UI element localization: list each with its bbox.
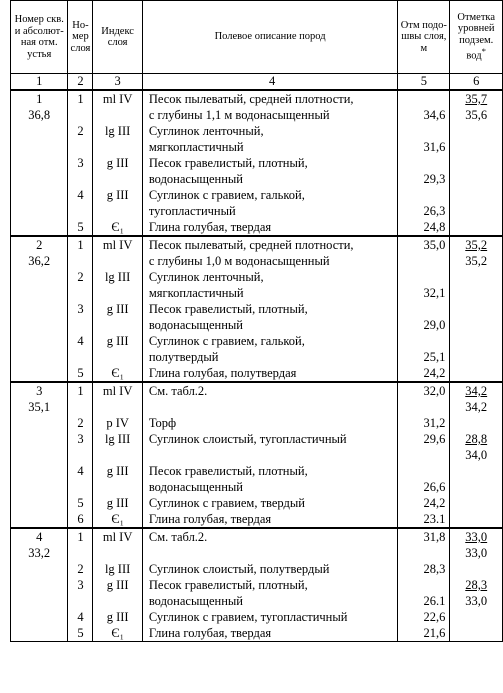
layer-number-cell — [68, 171, 93, 187]
description-cell: Песок пылеватый, средней плотности, — [142, 236, 397, 253]
well-cell — [11, 479, 68, 495]
groundwater-cell — [450, 203, 503, 219]
layer-number-cell: 2 — [68, 269, 93, 285]
layer-index-cell: g III — [93, 463, 142, 479]
groundwater-cell: 34,2 — [450, 382, 503, 399]
layer-number-cell: 3 — [68, 431, 93, 447]
groundwater-cell: 34,2 — [450, 399, 503, 415]
layer-index-cell — [93, 399, 142, 415]
groundwater-cell — [450, 333, 503, 349]
description-cell — [142, 447, 397, 463]
description-cell: Суглинок с гравием, твердый — [142, 495, 397, 511]
bottom-elevation-cell — [398, 301, 450, 317]
table-row — [11, 431, 503, 447]
header-groundwater-text: Отметка уровней подзем. вод — [457, 11, 496, 62]
layer-number-cell: 3 — [68, 301, 93, 317]
layer-number-cell — [68, 253, 93, 269]
bottom-elevation-cell: 26,3 — [398, 203, 450, 219]
column-number-row — [11, 74, 503, 91]
bottom-elevation-cell — [398, 269, 450, 285]
bottom-elevation-cell: 24,2 — [398, 495, 450, 511]
table-row — [11, 479, 503, 495]
bottom-elevation-cell: 29,6 — [398, 431, 450, 447]
well-cell — [11, 463, 68, 479]
header-description: Полевое описание пород — [142, 1, 397, 74]
description-cell: с глубины 1,0 м водонасыщенный — [142, 253, 397, 269]
table-row — [11, 155, 503, 171]
bottom-elevation-cell — [398, 187, 450, 203]
bottom-elevation-cell: 24,2 — [398, 365, 450, 382]
table-row — [11, 561, 503, 577]
layer-index-cell: lg III — [93, 123, 142, 139]
layer-number-cell: 1 — [68, 528, 93, 545]
groundwater-cell: 35,6 — [450, 107, 503, 123]
description-cell: Суглинок ленточный, — [142, 123, 397, 139]
well-cell — [11, 285, 68, 301]
layer-number-cell: 2 — [68, 561, 93, 577]
layer-number-cell: 3 — [68, 155, 93, 171]
bottom-elevation-cell: 29,0 — [398, 317, 450, 333]
layer-number-cell — [68, 285, 93, 301]
table-row — [11, 382, 503, 399]
layer-number-cell: 3 — [68, 577, 93, 593]
well-cell: 36,2 — [11, 253, 68, 269]
bottom-elevation-cell: 31,2 — [398, 415, 450, 431]
bottom-elevation-cell: 24,8 — [398, 219, 450, 236]
description-cell: полутвердый — [142, 349, 397, 365]
well-cell — [11, 365, 68, 382]
table-row — [11, 528, 503, 545]
groundwater-cell — [450, 171, 503, 187]
groundwater-cell: 28,8 — [450, 431, 503, 447]
borehole-table — [10, 0, 503, 642]
header-groundwater-mark: * — [481, 46, 486, 57]
layer-index-cell — [93, 253, 142, 269]
well-cell: 3 — [11, 382, 68, 399]
well-cell — [11, 593, 68, 609]
groundwater-cell — [450, 625, 503, 642]
table-row — [11, 495, 503, 511]
well-cell: 2 — [11, 236, 68, 253]
groundwater-cell — [450, 609, 503, 625]
header-layer-number: Но-мер слоя — [68, 1, 93, 74]
well-cell — [11, 415, 68, 431]
table-row — [11, 107, 503, 123]
table-row — [11, 415, 503, 431]
table-row — [11, 365, 503, 382]
groundwater-cell — [450, 269, 503, 285]
layer-number-cell — [68, 593, 93, 609]
description-cell: Суглинок ленточный, — [142, 269, 397, 285]
table-row — [11, 577, 503, 593]
well-cell: 36,8 — [11, 107, 68, 123]
groundwater-cell: 34,0 — [450, 447, 503, 463]
layer-number-cell — [68, 139, 93, 155]
well-cell: 35,1 — [11, 399, 68, 415]
well-cell — [11, 561, 68, 577]
groundwater-cell — [450, 511, 503, 528]
groundwater-cell — [450, 301, 503, 317]
groundwater-cell: 33,0 — [450, 545, 503, 561]
bottom-elevation-cell: 31,8 — [398, 528, 450, 545]
column-number: 3 — [93, 74, 142, 91]
layer-index-cell — [93, 349, 142, 365]
layer-index-cell: Є₁ — [93, 365, 142, 382]
layer-number-cell: 1 — [68, 382, 93, 399]
groundwater-cell — [450, 123, 503, 139]
layer-index-cell: p IV — [93, 415, 142, 431]
groundwater-cell: 28,3 — [450, 577, 503, 593]
well-cell — [11, 171, 68, 187]
layer-index-cell: Є₁ — [93, 219, 142, 236]
bottom-elevation-cell — [398, 333, 450, 349]
layer-number-cell: 2 — [68, 123, 93, 139]
well-cell — [11, 123, 68, 139]
column-number: 5 — [398, 74, 450, 91]
description-cell: Суглинок с гравием, тугопластичный — [142, 609, 397, 625]
description-cell: См. табл.2. — [142, 528, 397, 545]
layer-index-cell — [93, 171, 142, 187]
layer-index-cell — [93, 545, 142, 561]
well-cell — [11, 301, 68, 317]
table-row — [11, 171, 503, 187]
layer-index-cell: lg III — [93, 431, 142, 447]
description-cell: Песок пылеватый, средней плотности, — [142, 90, 397, 107]
column-number: 6 — [450, 74, 503, 91]
layer-number-cell — [68, 107, 93, 123]
layer-index-cell: Є₁ — [93, 511, 142, 528]
groundwater-cell: 33,0 — [450, 593, 503, 609]
layer-number-cell — [68, 317, 93, 333]
layer-index-cell: g III — [93, 155, 142, 171]
bottom-elevation-cell: 32,1 — [398, 285, 450, 301]
well-cell — [11, 155, 68, 171]
header-row — [11, 1, 503, 74]
layer-number-cell — [68, 203, 93, 219]
description-cell — [142, 399, 397, 415]
well-cell — [11, 447, 68, 463]
bottom-elevation-cell — [398, 545, 450, 561]
description-cell: Суглинок слоистый, тугопластичный — [142, 431, 397, 447]
well-cell — [11, 609, 68, 625]
table-row — [11, 253, 503, 269]
header-groundwater — [450, 1, 503, 74]
layer-index-cell: g III — [93, 333, 142, 349]
description-cell: с глубины 1,1 м водонасыщенный — [142, 107, 397, 123]
description-cell: Глина голубая, твердая — [142, 625, 397, 642]
description-cell: Песок гравелистый, плотный, — [142, 301, 397, 317]
well-cell — [11, 625, 68, 642]
column-number: 4 — [142, 74, 397, 91]
groundwater-cell — [450, 365, 503, 382]
table-row — [11, 317, 503, 333]
description-cell: водонасыщенный — [142, 317, 397, 333]
well-cell — [11, 431, 68, 447]
description-cell: Глина голубая, полутвердая — [142, 365, 397, 382]
header-well: Номер скв. и абсолют-ная отм. устья — [11, 1, 68, 74]
well-cell — [11, 139, 68, 155]
layer-index-cell — [93, 317, 142, 333]
layer-index-cell: g III — [93, 609, 142, 625]
table-row — [11, 236, 503, 253]
bottom-elevation-cell — [398, 253, 450, 269]
groundwater-cell — [450, 187, 503, 203]
layer-index-cell — [93, 139, 142, 155]
layer-number-cell — [68, 399, 93, 415]
groundwater-cell — [450, 155, 503, 171]
description-cell: тугопластичный — [142, 203, 397, 219]
description-cell: Глина голубая, твердая — [142, 219, 397, 236]
description-cell: Суглинок слоистый, полутвердый — [142, 561, 397, 577]
description-cell: Суглинок с гравием, галькой, — [142, 187, 397, 203]
description-cell: Глина голубая, твердая — [142, 511, 397, 528]
bottom-elevation-cell — [398, 399, 450, 415]
layer-index-cell: lg III — [93, 561, 142, 577]
table-row — [11, 609, 503, 625]
layer-number-cell: 6 — [68, 511, 93, 528]
layer-number-cell: 1 — [68, 90, 93, 107]
header-bottom-elevation: Отм подо-швы слоя, м — [398, 1, 450, 74]
layer-number-cell: 4 — [68, 333, 93, 349]
bottom-elevation-cell: 34,6 — [398, 107, 450, 123]
layer-index-cell: g III — [93, 495, 142, 511]
layer-number-cell — [68, 545, 93, 561]
bottom-elevation-cell — [398, 90, 450, 107]
well-cell — [11, 187, 68, 203]
table-row — [11, 593, 503, 609]
bottom-elevation-cell: 22,6 — [398, 609, 450, 625]
bottom-elevation-cell: 29,3 — [398, 171, 450, 187]
bottom-elevation-cell: 23.1 — [398, 511, 450, 528]
column-number: 2 — [68, 74, 93, 91]
description-cell: мягкопластичный — [142, 139, 397, 155]
table-row — [11, 463, 503, 479]
layer-number-cell — [68, 479, 93, 495]
well-cell — [11, 269, 68, 285]
layer-number-cell: 1 — [68, 236, 93, 253]
layer-index-cell — [93, 479, 142, 495]
groundwater-cell — [450, 495, 503, 511]
layer-index-cell: ml IV — [93, 528, 142, 545]
groundwater-cell — [450, 349, 503, 365]
table-row — [11, 301, 503, 317]
groundwater-cell — [450, 139, 503, 155]
groundwater-cell: 35,2 — [450, 253, 503, 269]
layer-index-cell: g III — [93, 187, 142, 203]
layer-index-cell: lg III — [93, 269, 142, 285]
well-cell: 1 — [11, 90, 68, 107]
groundwater-cell — [450, 317, 503, 333]
layer-number-cell: 5 — [68, 365, 93, 382]
well-cell: 33,2 — [11, 545, 68, 561]
layer-index-cell — [93, 447, 142, 463]
well-cell — [11, 495, 68, 511]
description-cell — [142, 545, 397, 561]
table-row — [11, 139, 503, 155]
well-cell — [11, 317, 68, 333]
well-cell — [11, 577, 68, 593]
table-row — [11, 447, 503, 463]
layer-index-cell: g III — [93, 301, 142, 317]
layer-index-cell — [93, 203, 142, 219]
well-cell: 4 — [11, 528, 68, 545]
groundwater-cell — [450, 285, 503, 301]
header-layer-index: Индекс слоя — [93, 1, 142, 74]
table-row — [11, 123, 503, 139]
well-cell — [11, 219, 68, 236]
description-cell: водонасыщенный — [142, 593, 397, 609]
table-row — [11, 90, 503, 107]
layer-number-cell: 5 — [68, 495, 93, 511]
bottom-elevation-cell — [398, 577, 450, 593]
description-cell: Песок гравелистый, плотный, — [142, 463, 397, 479]
well-cell — [11, 349, 68, 365]
layer-index-cell: g III — [93, 577, 142, 593]
description-cell: водонасыщенный — [142, 171, 397, 187]
layer-index-cell: ml IV — [93, 90, 142, 107]
groundwater-cell — [450, 479, 503, 495]
description-cell: мягкопластичный — [142, 285, 397, 301]
bottom-elevation-cell: 26.1 — [398, 593, 450, 609]
table-row — [11, 285, 503, 301]
bottom-elevation-cell — [398, 155, 450, 171]
layer-number-cell: 4 — [68, 609, 93, 625]
layer-number-cell: 5 — [68, 219, 93, 236]
bottom-elevation-cell: 31,6 — [398, 139, 450, 155]
groundwater-cell: 35,7 — [450, 90, 503, 107]
well-cell — [11, 203, 68, 219]
groundwater-cell: 33,0 — [450, 528, 503, 545]
description-cell: Торф — [142, 415, 397, 431]
layer-index-cell: ml IV — [93, 382, 142, 399]
description-cell: водонасыщенный — [142, 479, 397, 495]
layer-index-cell — [93, 107, 142, 123]
column-number: 1 — [11, 74, 68, 91]
description-cell: Суглинок с гравием, галькой, — [142, 333, 397, 349]
bottom-elevation-cell: 25,1 — [398, 349, 450, 365]
bottom-elevation-cell: 28,3 — [398, 561, 450, 577]
layer-index-cell: Є₁ — [93, 625, 142, 642]
groundwater-cell — [450, 463, 503, 479]
table-row — [11, 399, 503, 415]
table-row — [11, 625, 503, 642]
groundwater-cell — [450, 561, 503, 577]
groundwater-cell — [450, 219, 503, 236]
bottom-elevation-cell: 32,0 — [398, 382, 450, 399]
bottom-elevation-cell: 26,6 — [398, 479, 450, 495]
well-cell — [11, 333, 68, 349]
layer-number-cell: 2 — [68, 415, 93, 431]
bottom-elevation-cell — [398, 123, 450, 139]
layer-number-cell — [68, 349, 93, 365]
geology-table-document — [10, 0, 503, 642]
layer-index-cell — [93, 593, 142, 609]
description-cell: См. табл.2. — [142, 382, 397, 399]
description-cell: Песок гравелистый, плотный, — [142, 577, 397, 593]
table-row — [11, 545, 503, 561]
description-cell: Песок гравелистый, плотный, — [142, 155, 397, 171]
bottom-elevation-cell — [398, 447, 450, 463]
layer-number-cell: 4 — [68, 463, 93, 479]
layer-index-cell — [93, 285, 142, 301]
layer-number-cell: 4 — [68, 187, 93, 203]
table-row — [11, 333, 503, 349]
layer-number-cell: 5 — [68, 625, 93, 642]
layer-index-cell: ml IV — [93, 236, 142, 253]
bottom-elevation-cell: 35,0 — [398, 236, 450, 253]
bottom-elevation-cell: 21,6 — [398, 625, 450, 642]
table-row — [11, 269, 503, 285]
table-row — [11, 203, 503, 219]
well-cell — [11, 511, 68, 528]
layer-number-cell — [68, 447, 93, 463]
groundwater-cell — [450, 415, 503, 431]
table-row — [11, 219, 503, 236]
table-row — [11, 349, 503, 365]
table-row — [11, 511, 503, 528]
table-row — [11, 187, 503, 203]
bottom-elevation-cell — [398, 463, 450, 479]
groundwater-cell: 35,2 — [450, 236, 503, 253]
